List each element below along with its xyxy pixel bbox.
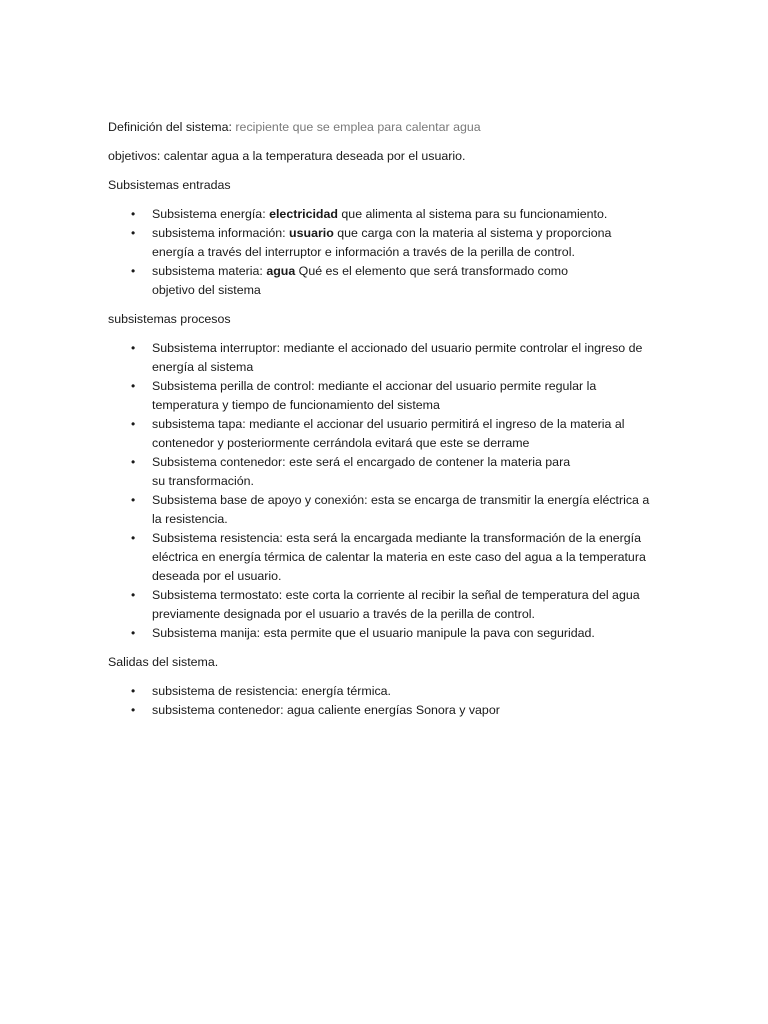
item-bold-text: agua bbox=[266, 264, 296, 278]
bullet-icon: • bbox=[131, 531, 136, 545]
item-text: subsistema de resistencia: energía térmica. bbox=[152, 684, 391, 698]
item-text: energía a través del interruptor e información a través de la perilla de control. bbox=[152, 245, 575, 259]
bullet-icon: • bbox=[131, 626, 136, 640]
item-text: Subsistema energía: bbox=[152, 207, 270, 221]
bullet-icon: • bbox=[131, 703, 136, 717]
objectives-text: objetivos: calentar agua a la temperatura deseada por el usuario. bbox=[108, 149, 466, 163]
bullet-icon: • bbox=[131, 493, 136, 507]
item-text: que alimenta al sistema para su funcionamiento. bbox=[337, 207, 608, 221]
item-text: previamente designada por el usuario a través de la perilla de control. bbox=[152, 607, 535, 621]
bullet-icon: • bbox=[131, 226, 136, 240]
item-text: Subsistema contenedor: este será el encargado de contener la materia para bbox=[152, 455, 571, 469]
bullet-icon: • bbox=[131, 264, 136, 278]
item-text: Qué es el elemento que será transformado como bbox=[295, 264, 568, 278]
item-text: temperatura y tiempo de funcionamiento del sistema bbox=[152, 398, 440, 412]
bullet-icon: • bbox=[131, 341, 136, 355]
list-item bbox=[108, 205, 668, 224]
list-item bbox=[108, 529, 668, 586]
list-item bbox=[108, 586, 668, 624]
item-text: Subsistema base de apoyo y conexión: esta se encarga de transmitir la energía eléctrica a bbox=[152, 493, 650, 507]
item-text: subsistema tapa: mediante el accionar del usuario permitirá el ingreso de la materia al bbox=[152, 417, 625, 431]
document-page bbox=[108, 118, 668, 730]
item-text: Subsistema resistencia: esta será la encargada mediante la transformación de la energía bbox=[152, 531, 642, 545]
bullet-icon: • bbox=[131, 684, 136, 698]
item-text: energía al sistema bbox=[152, 360, 254, 374]
processes-list bbox=[108, 339, 668, 643]
item-text: subsistema contenedor: agua caliente energías Sonora y vapor bbox=[152, 703, 500, 717]
item-text: que carga con la materia al sistema y proporciona bbox=[333, 226, 612, 240]
inputs-list bbox=[108, 205, 668, 300]
item-text: objetivo del sistema bbox=[152, 283, 261, 297]
processes-heading: subsistemas procesos bbox=[108, 312, 231, 326]
bullet-icon: • bbox=[131, 417, 136, 431]
definition-label: Definición del sistema: bbox=[108, 120, 232, 134]
inputs-heading: Subsistemas entradas bbox=[108, 178, 231, 192]
bullet-icon: • bbox=[131, 588, 136, 602]
item-text: la resistencia. bbox=[152, 512, 228, 526]
item-text: Subsistema interruptor: mediante el accionado del usuario permite controlar el ingreso de bbox=[152, 341, 643, 355]
list-item bbox=[108, 682, 668, 701]
list-item bbox=[108, 415, 668, 453]
item-text: deseada por el usuario. bbox=[152, 569, 282, 583]
outputs-list bbox=[108, 682, 668, 720]
item-text: eléctrica en energía térmica de calentar la materia en este caso del agua a la temperatura bbox=[152, 550, 646, 564]
bullet-icon: • bbox=[131, 455, 136, 469]
item-text: Subsistema manija: esta permite que el usuario manipule la pava con seguridad. bbox=[152, 626, 595, 640]
item-bold-text: electricidad bbox=[269, 207, 338, 221]
item-text: contenedor y posteriormente cerrándola evitará que este se derrame bbox=[152, 436, 530, 450]
item-bold-text: usuario bbox=[289, 226, 334, 240]
item-text: Subsistema perilla de control: mediante el accionar del usuario permite regular la bbox=[152, 379, 597, 393]
system-definition bbox=[108, 118, 668, 137]
list-item bbox=[108, 491, 668, 529]
outputs-heading: Salidas del sistema. bbox=[108, 655, 219, 669]
list-item bbox=[108, 262, 668, 300]
item-text: Subsistema termostato: este corta la corriente al recibir la señal de temperatura del agua bbox=[152, 588, 640, 602]
bullet-icon: • bbox=[131, 379, 136, 393]
list-item bbox=[108, 339, 668, 377]
item-text: su transformación. bbox=[152, 474, 254, 488]
list-item bbox=[108, 701, 668, 720]
bullet-icon: • bbox=[131, 207, 136, 221]
list-item bbox=[108, 453, 668, 491]
item-text: subsistema materia: bbox=[152, 264, 267, 278]
list-item bbox=[108, 624, 668, 643]
list-item bbox=[108, 377, 668, 415]
definition-value: recipiente que se emplea para calentar agua bbox=[235, 120, 481, 134]
item-text: subsistema información: bbox=[152, 226, 290, 240]
list-item bbox=[108, 224, 668, 262]
